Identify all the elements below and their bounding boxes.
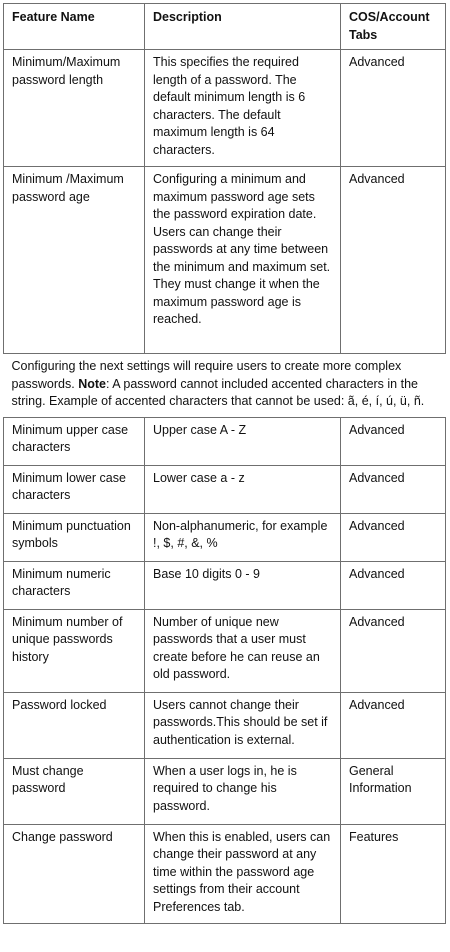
- feature-name-cell: Minimum upper case characters: [4, 417, 145, 465]
- description-cell: Base 10 digits 0 - 9: [145, 561, 341, 609]
- feature-name-cell: Password locked: [4, 692, 145, 758]
- tab-cell: Advanced: [341, 50, 446, 167]
- description-cell: Users cannot change their passwords.This should be set if authentication is external.: [145, 692, 341, 758]
- table-row: [4, 50, 446, 167]
- table-row: [4, 824, 446, 923]
- tab-cell: Advanced: [341, 417, 446, 465]
- description-cell: Non-alphanumeric, for example !, $, #, &, %: [145, 513, 341, 561]
- feature-name-cell: Minimum numeric characters: [4, 561, 145, 609]
- description-cell: Number of unique new passwords that a user must create before he can reuse an old password.: [145, 609, 341, 692]
- table-row: [4, 417, 446, 465]
- note-text: : A password cannot included accented characters in the string. Example of accented characters that cannot be used: ã, é, í, ú, ü, ñ.: [11, 376, 425, 408]
- table-row: [4, 513, 446, 561]
- table-header-row: [4, 4, 446, 50]
- table-row: [4, 692, 446, 758]
- feature-name-cell: Must change password: [4, 758, 145, 824]
- description-cell: When this is enabled, users can change their password at any time within the password age settings from their account Preferences tab.: [145, 824, 341, 923]
- table-row: [4, 561, 446, 609]
- feature-name-cell: Minimum punctuation symbols: [4, 513, 145, 561]
- tab-cell: Advanced: [341, 561, 446, 609]
- description-cell: When a user logs in, he is required to change his password.: [145, 758, 341, 824]
- tab-cell: Advanced: [341, 465, 446, 513]
- tab-cell: Features: [341, 824, 446, 923]
- password-features-table: [3, 3, 446, 924]
- feature-name-cell: Minimum number of unique passwords history: [4, 609, 145, 692]
- description-cell: Upper case A - Z: [145, 417, 341, 465]
- tab-cell: Advanced: [341, 609, 446, 692]
- table-row: [4, 609, 446, 692]
- header-description: Description: [145, 4, 341, 50]
- tab-cell: Advanced: [341, 167, 446, 354]
- description-cell: Configuring a minimum and maximum password age sets the password expiration date. Users can change their passwords at any time between the minimum and maximum set. They must change it when the maximum password age is reached.: [145, 167, 341, 354]
- description-cell: This specifies the required length of a password. The default minimum length is 6 characters. The default maximum length is 64 characters.: [145, 50, 341, 167]
- note-label: Note: [78, 376, 106, 391]
- table-row: [4, 465, 446, 513]
- feature-name-cell: Minimum/Maximum password length: [4, 50, 145, 167]
- header-feature-name: Feature Name: [4, 4, 145, 50]
- table-row: [4, 167, 446, 354]
- note-intro: Configuring the next settings will require users to create more complex passwords.: [11, 359, 402, 391]
- note-paragraph: [4, 354, 446, 418]
- tab-cell: General Information: [341, 758, 446, 824]
- table-row: [4, 758, 446, 824]
- description-cell: Lower case a - z: [145, 465, 341, 513]
- feature-name-cell: Change password: [4, 824, 145, 923]
- header-cos-account-tabs: COS/Account Tabs: [341, 4, 446, 50]
- note-row: [4, 354, 446, 418]
- tab-cell: Advanced: [341, 513, 446, 561]
- feature-name-cell: Minimum /Maximum password age: [4, 167, 145, 354]
- tab-cell: Advanced: [341, 692, 446, 758]
- feature-name-cell: Minimum lower case characters: [4, 465, 145, 513]
